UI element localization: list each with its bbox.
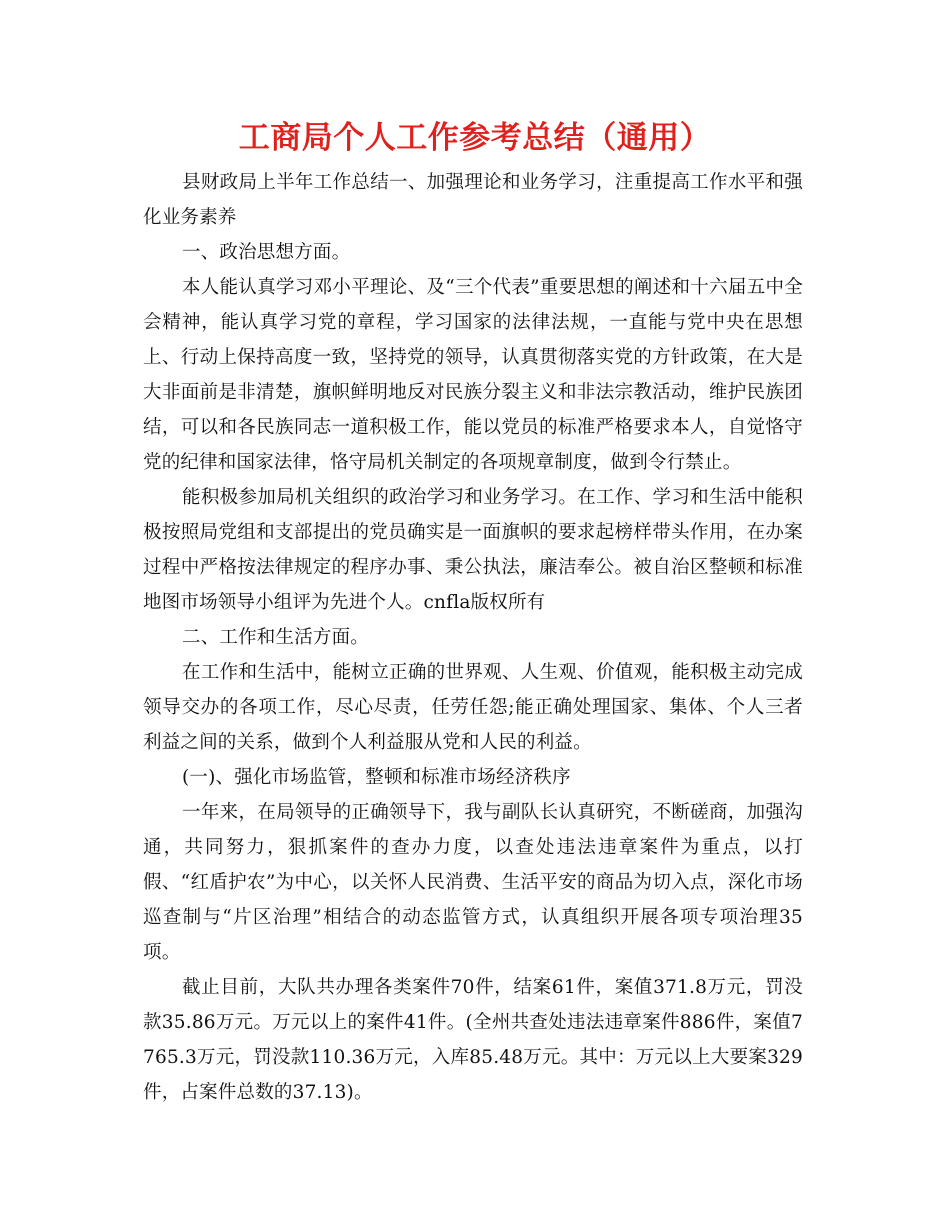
paragraph: 截止目前，大队共办理各类案件70件，结案61件，案值371.8万元，罚没款35.86万元。万元以上的案件41件。(全州共查处违法违章案件886件，案值7765.3万元，罚没款110.36万元，入库85.48万元。其中：万元以上大要案329件，占案件总数的37.13)。	[143, 977, 803, 1103]
paragraph: 本人能认真学习邓小平理论、及“三个代表”重要思想的阐述和十六届五中全会精神，能认真学习党的章程，学习国家的法律法规，一直能与党中央在思想上、行动上保持高度一致，坚持党的领导，认真贯彻落实党的方针政策，在大是大非面前是非清楚，旗帜鲜明地反对民族分裂主义和非法宗教活动，维护民族团结，可以和各民族同志一道积极工作，能以党员的标准严格要求本人，自觉恪守党的纪律和国家法律，恪守局机关制定的各项规章制度，做到令行禁止。	[143, 277, 803, 473]
paragraph: 一年来，在局领导的正确领导下，我与副队长认真研究，不断磋商，加强沟通，共同努力，狠抓案件的查办力度，以查处违法违章案件为重点，以打假、“红盾护农”为中心，以关怀人民消费、生活平安的商品为切入点，深化市场巡查制与“片区治理”相结合的动态监管方式，认真组织开展各项专项治理35项。	[143, 802, 803, 963]
section-heading: 二、工作和生活方面。	[182, 627, 370, 648]
section-heading: 一、政治思想方面。	[182, 242, 351, 263]
paragraph: 县财政局上半年工作总结一、加强理论和业务学习，注重提高工作水平和强化业务素养	[143, 172, 803, 228]
paragraph: 在工作和生活中，能树立正确的世界观、人生观、价值观，能积极主动完成领导交办的各项工作，尽心尽责，任劳任怨;能正确处理国家、集体、个人三者利益之间的关系，做到个人利益服从党和人民的利益。	[143, 662, 803, 753]
document-body	[143, 165, 803, 1110]
subsection-heading: (一)、强化市场监管，整顿和标准市场经济秩序	[182, 767, 571, 788]
document-title: 工商局个人工作参考总结（通用）	[238, 120, 712, 156]
paragraph: 能积极参加局机关组织的政治学习和业务学习。在工作、学习和生活中能积极按照局党组和支部提出的党员确实是一面旗帜的要求起榜样带头作用，在办案过程中严格按法律规定的程序办事、秉公执法，廉洁奉公。被自治区整顿和标准地图市场领导小组评为先进个人。cnfla版权所有	[143, 487, 803, 613]
